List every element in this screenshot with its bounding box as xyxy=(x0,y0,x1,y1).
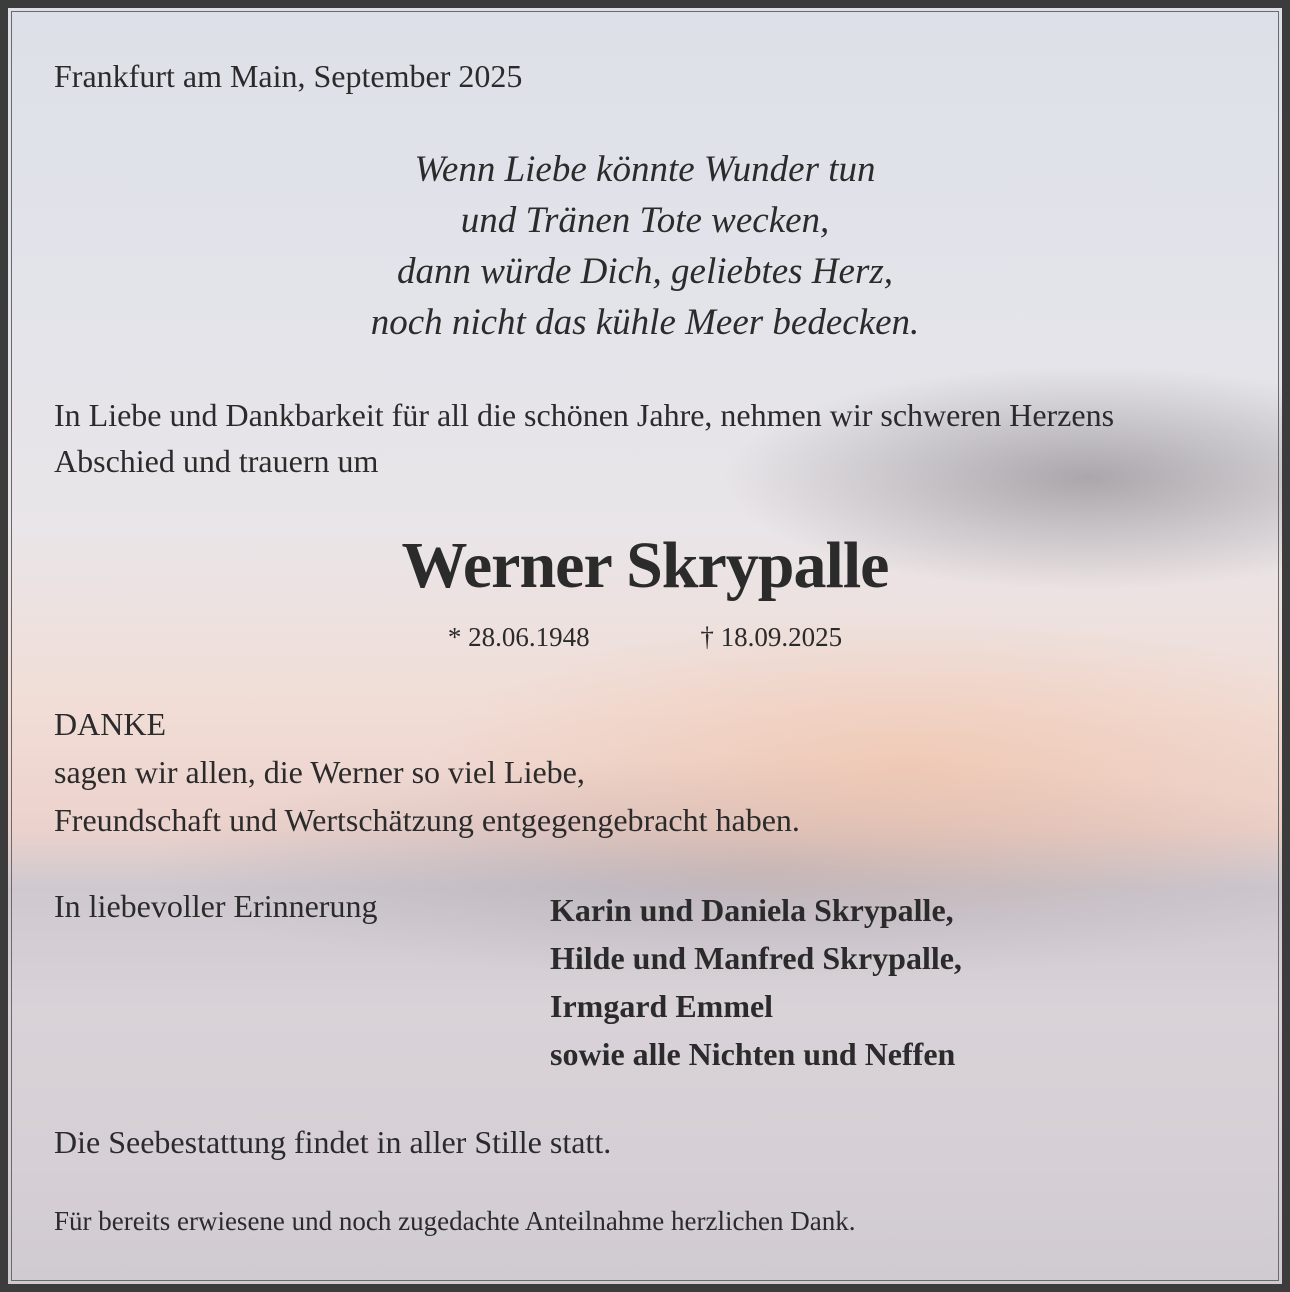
birth-date: * 28.06.1948 xyxy=(447,622,590,652)
memory-label: In liebevoller Erinnerung xyxy=(54,888,378,924)
thanks-line: DANKE xyxy=(54,706,166,742)
thanks-line: Freundschaft und Wertschätzung entgegengebracht haben. xyxy=(54,802,800,838)
mourners-list xyxy=(550,886,962,1078)
thanks-text xyxy=(54,700,800,844)
mourner-line: Hilde und Manfred Skrypalle, xyxy=(550,940,962,976)
poem-line: noch nicht das kühle Meer bedecken. xyxy=(370,302,920,343)
deceased-name: Werner Skrypalle xyxy=(401,529,889,602)
place-date: Frankfurt am Main, September 2025 xyxy=(54,58,523,94)
mourner-line: Karin und Daniela Skrypalle, xyxy=(550,892,954,928)
intro-line: Abschied und trauern um xyxy=(54,443,379,479)
thanks-line: sagen wir allen, die Werner so viel Liebe, xyxy=(54,754,585,790)
intro-text xyxy=(54,392,1114,484)
death-date: † 18.09.2025 xyxy=(700,622,843,652)
intro-line: In Liebe und Dankbarkeit für all die schönen Jahre, nehmen wir schweren Herzens xyxy=(54,397,1115,433)
mourner-line: Irmgard Emmel xyxy=(550,988,774,1024)
poem-line: Wenn Liebe könnte Wunder tun xyxy=(414,149,876,190)
poem xyxy=(8,144,1282,348)
funeral-note: Die Seebestattung findet in aller Stille statt. xyxy=(54,1124,612,1160)
mourner-line: sowie alle Nichten und Neffen xyxy=(550,1036,956,1072)
poem-line: und Tränen Tote wecken, xyxy=(460,200,830,241)
poem-line: dann würde Dich, geliebtes Herz, xyxy=(397,251,893,292)
life-dates xyxy=(8,622,1282,653)
closing-note: Für bereits erwiesene und noch zugedachte Anteilnahme herzlichen Dank. xyxy=(54,1206,856,1236)
